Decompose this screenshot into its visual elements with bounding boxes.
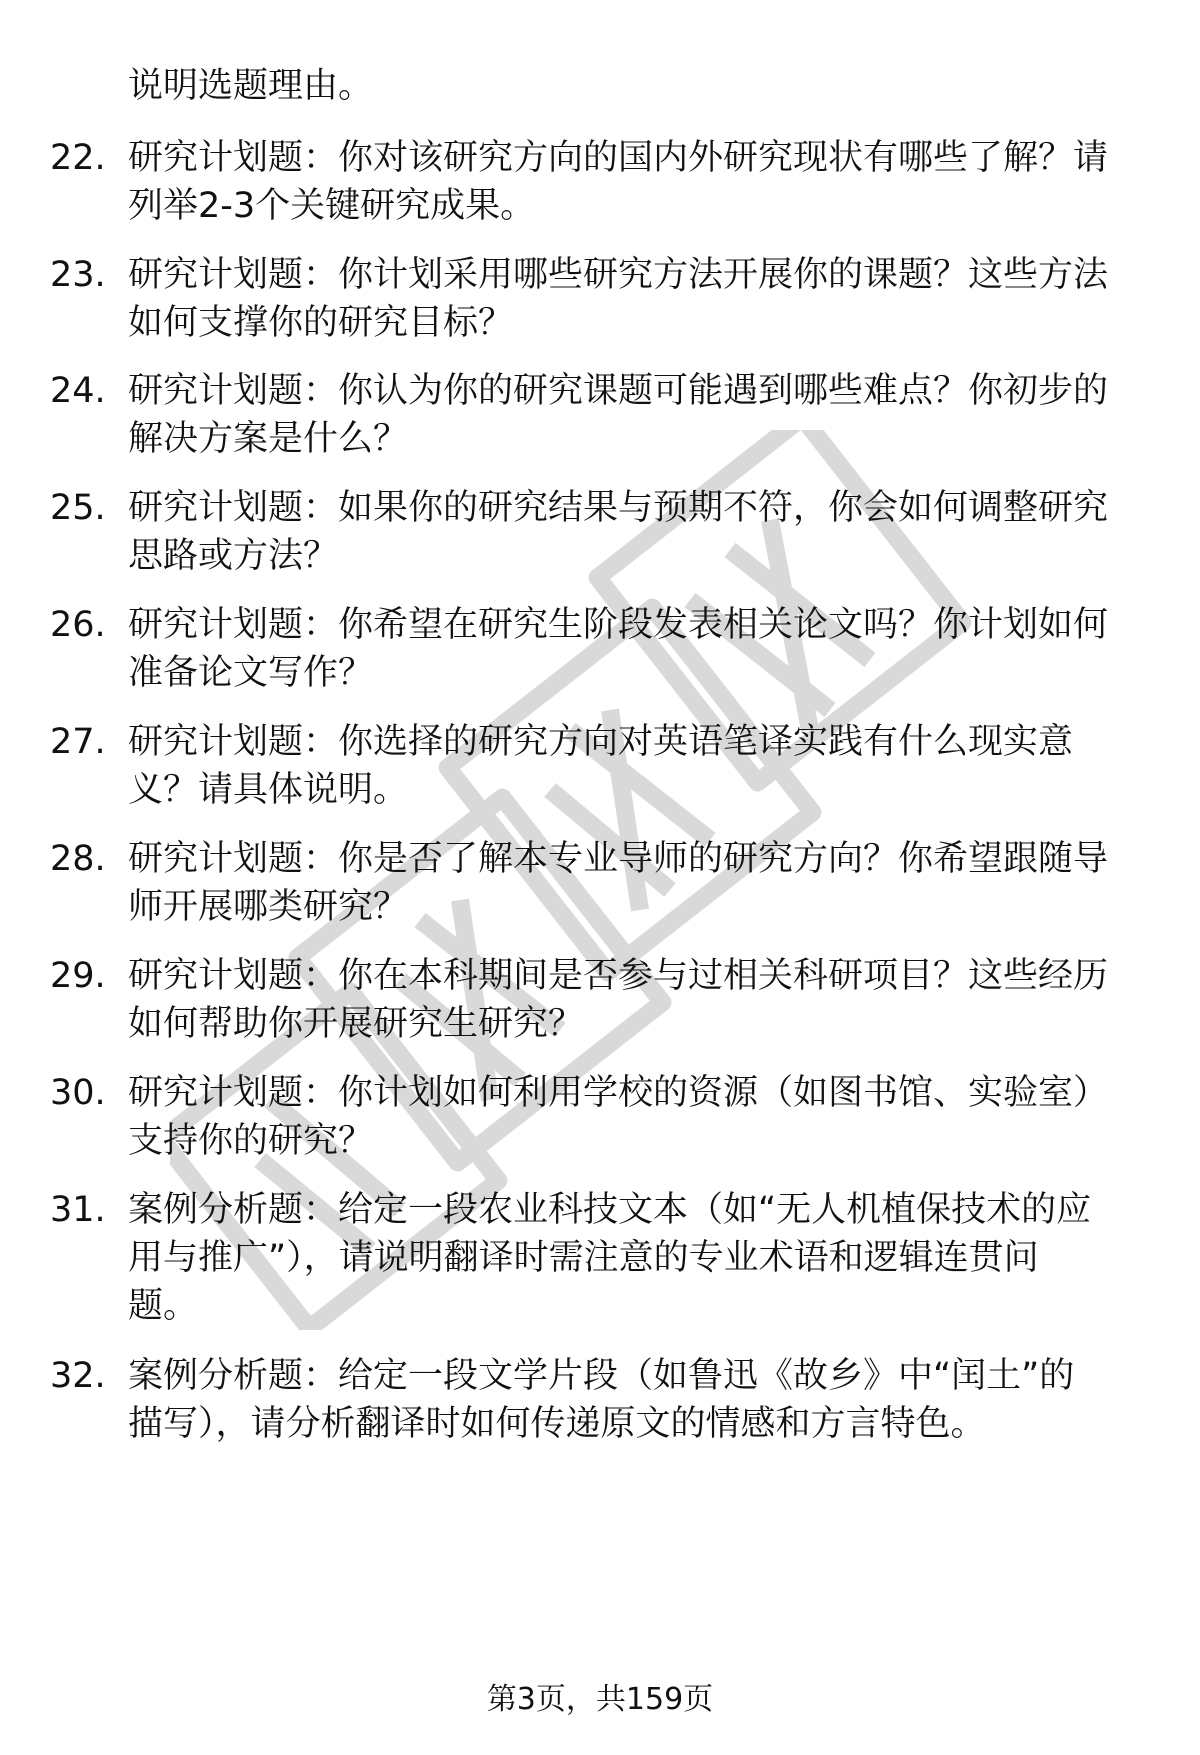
item-number: 29.: [50, 956, 106, 996]
item-line: 研究计划题：如果你的研究结果与预期不符，你会如何调整研究: [128, 488, 1109, 528]
item-line: 案例分析题：给定一段文学片段（如鲁迅《故乡》中“闰土”的: [128, 1356, 1075, 1396]
item-number: 26.: [50, 605, 106, 645]
item-line: 准备论文写作？: [128, 653, 374, 693]
item-line: 题。: [128, 1286, 199, 1326]
item-line: 研究计划题：你希望在研究生阶段发表相关论文吗？你计划如何: [128, 605, 1109, 645]
item-line: 研究计划题：你是否了解本专业导师的研究方向？你希望跟随导: [128, 839, 1109, 879]
item-line: 解决方案是什么？: [128, 419, 409, 459]
continuation-text: 说明选题理由。: [128, 66, 374, 106]
item-line: 描写），请分析翻译时如何传递原文的情感和方言特色。: [128, 1404, 986, 1444]
item-line: 研究计划题：你对该研究方向的国内外研究现状有哪些了解？请: [128, 138, 1109, 178]
item-number: 27.: [50, 722, 106, 762]
item-line: 研究计划题：你认为你的研究课题可能遇到哪些难点？你初步的: [128, 371, 1109, 411]
item-line: 用与推广”），请说明翻译时需注意的专业术语和逻辑连贯问: [128, 1238, 1039, 1278]
item-line: 思路或方法？: [128, 536, 339, 576]
page-number-footer: 第3页，共159页: [486, 1682, 714, 1717]
item-line: 如何帮助你开展研究生研究？: [128, 1004, 584, 1044]
item-text: [128, 601, 1128, 697]
item-line: 研究计划题：你计划采用哪些研究方法开展你的课题？这些方法: [128, 255, 1109, 295]
item-line: 研究计划题：你计划如何利用学校的资源（如图书馆、实验室）: [128, 1073, 1109, 1113]
item-text: [128, 952, 1128, 1048]
item-text: [128, 1352, 1128, 1448]
item-number: 24.: [50, 371, 106, 411]
item-text: [128, 484, 1128, 580]
item-text: [128, 718, 1128, 814]
item-number: 31.: [50, 1190, 106, 1230]
item-line: 如何支撑你的研究目标？: [128, 303, 514, 343]
item-line: 支持你的研究？: [128, 1121, 374, 1161]
item-line: 师开展哪类研究？: [128, 887, 409, 927]
item-number: 23.: [50, 255, 106, 295]
item-text: [128, 835, 1128, 931]
item-text: [128, 1186, 1128, 1330]
item-text: [128, 367, 1128, 463]
item-text: [128, 251, 1128, 347]
item-number: 22.: [50, 138, 106, 178]
item-text: [128, 1069, 1128, 1165]
item-text: [128, 134, 1128, 230]
item-number: 25.: [50, 488, 106, 528]
item-line: 研究计划题：你选择的研究方向对英语笔译实践有什么现实意: [128, 722, 1074, 762]
item-number: 30.: [50, 1073, 106, 1113]
item-line: 义？请具体说明。: [128, 770, 409, 810]
item-number: 32.: [50, 1356, 106, 1396]
item-line: 案例分析题：给定一段农业科技文本（如“无人机植保技术的应: [128, 1190, 1092, 1230]
item-line: 列举2-3个关键研究成果。: [128, 186, 536, 226]
item-line: 研究计划题：你在本科期间是否参与过相关科研项目？这些经历: [128, 956, 1109, 996]
item-number: 28.: [50, 839, 106, 879]
